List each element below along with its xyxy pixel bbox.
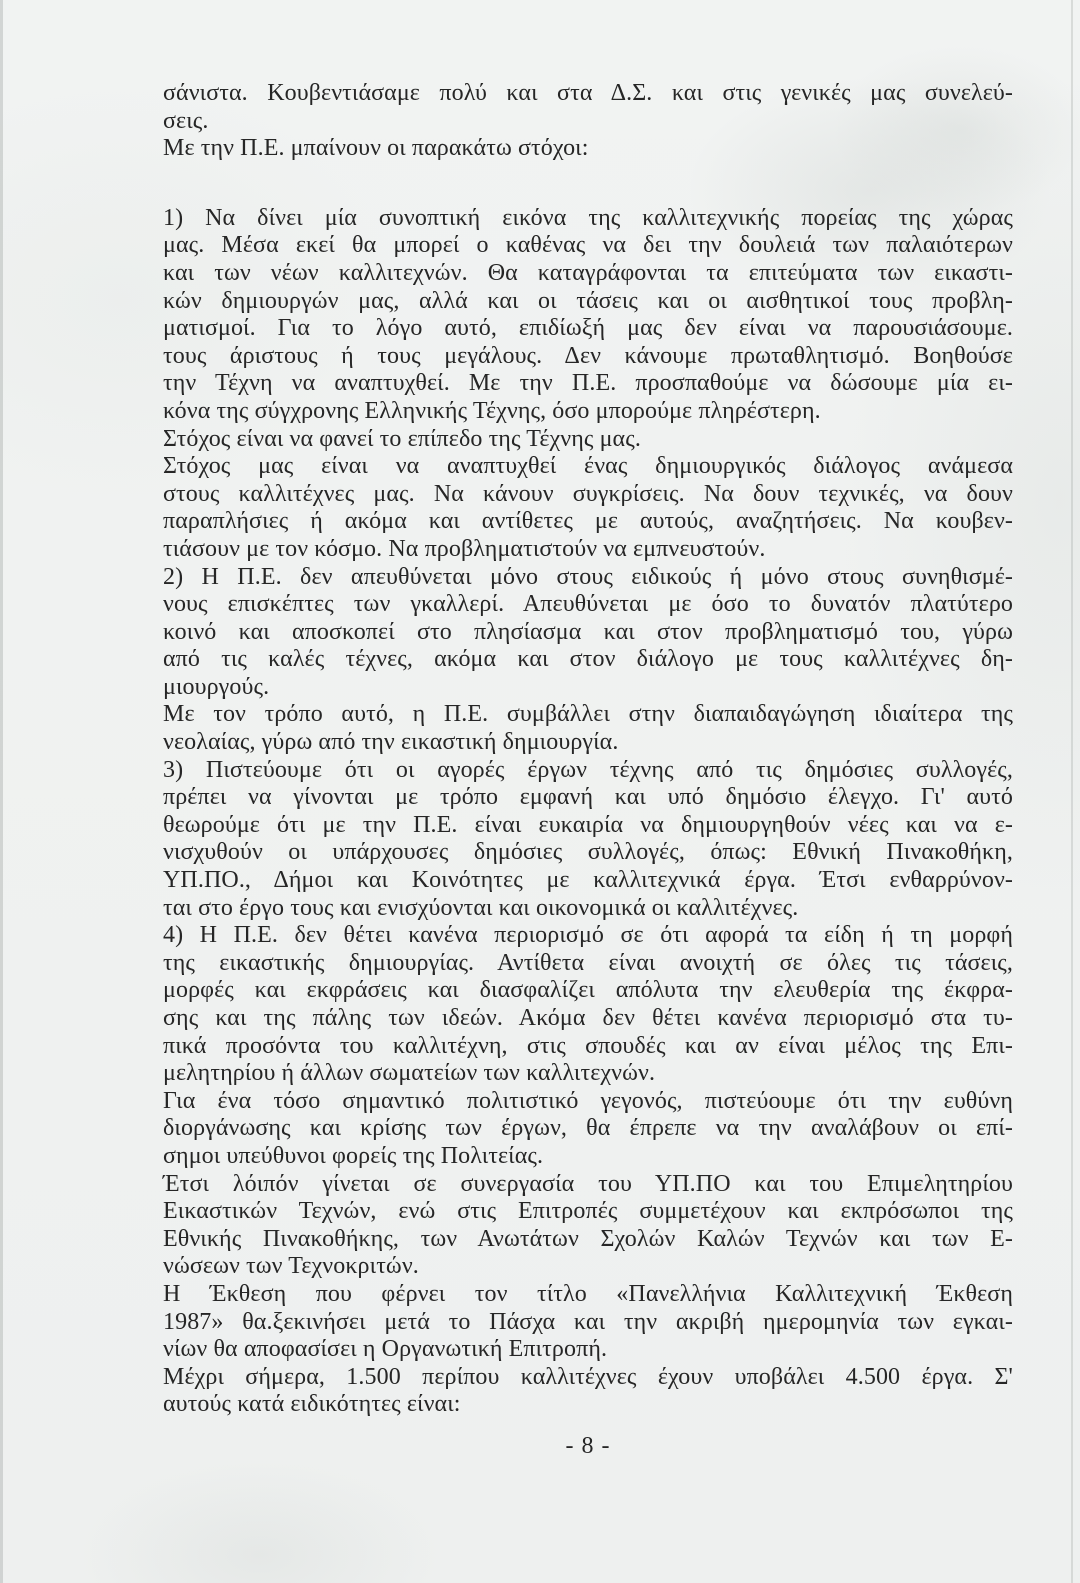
text-line: κοινό και αποσκοπεί στο πλησίασμα και στον προβληματισμό του, γύρω xyxy=(163,618,1013,645)
text-line: νεολαίας, γύρω από την εικαστική δημιουργία. xyxy=(163,729,619,756)
text-line: 4) Η Π.Ε. δεν θέτει κανένα περιορισμό σε ότι αφορά τα είδη ή τη μορφή xyxy=(163,922,1013,949)
text-line: την Τέχνη να αναπτυχθεί. Με την Π.Ε. προσπαθούμε να δώσουμε μία ει- xyxy=(163,370,1013,397)
text-line: νίων θα αποφασίσει η Οργανωτική Επιτροπή. xyxy=(163,1336,608,1363)
text-line: Στόχος είναι να φανεί το επίπεδο της Τέχνης μας. xyxy=(163,425,641,452)
text-line: 1) Να δίνει μία συνοπτική εικόνα της καλλιτεχνικής πορείας της χώρας xyxy=(163,204,1013,231)
text-line: σάνιστα. Κουβεντιάσαμε πολύ και στα Δ.Σ. και στις γενικές μας συνελεύ- xyxy=(163,80,1013,106)
text-line: 3) Πιστεύουμε ότι οι αγορές έργων τέχνης από τις δημόσιες συλλογές, xyxy=(163,756,1013,783)
text-line: ται στο έργο τους και ενισχύονται και οικονομικά οι καλλιτέχνες. xyxy=(163,894,799,921)
text-line: Εθνικής Πινακοθήκης, των Ανωτάτων Σχολών Καλών Τεχνών και των Ε- xyxy=(163,1225,1013,1252)
text-line: κόνα της σύγχρονης Ελληνικής Τέχνης, όσο μπορούμε πληρέστερη. xyxy=(163,397,821,424)
text-line: 2) Η Π.Ε. δεν απευθύνεται μόνο στους ειδικούς ή μόνο στους συνηθισμέ- xyxy=(163,563,1013,590)
text-line: διοργάνωσης και κρίσης των έργων, θα έπρεπε να την αναλάβουν οι επί- xyxy=(163,1115,1013,1142)
text-line: της εικαστικής δημιουργίας. Αντίθετα είναι ανοιχτή σε όλες τις τάσεις, xyxy=(163,949,1013,976)
text-line: μορφές και εκφράσεις και διασφαλίζει απόλυτα την ελευθερία της έκφρα- xyxy=(163,977,1013,1004)
text-line: ματισμοί. Για το λόγο αυτό, επιδίωξή μας δεν είναι να παρουσιάσουμε. xyxy=(163,315,1013,342)
text-line: σης και της πάλης των ιδεών. Ακόμα δεν θέτει κανένα περιορισμό στα τυ- xyxy=(163,1005,1013,1031)
text-line: αυτούς κατά ειδικότητες είναι: xyxy=(163,1391,461,1418)
text-line: Με τον τρόπο αυτό, η Π.Ε. συμβάλλει στην διαπαιδαγώγηση ιδιαίτερα της xyxy=(163,701,1013,728)
blank-gap xyxy=(163,163,1013,205)
text-line: μιουργούς. xyxy=(163,673,270,700)
text-line: θεωρούμε ότι με την Π.Ε. είναι ευκαιρία να δημιουργηθούν νέες και να ε- xyxy=(163,811,1013,838)
text-line: σημοι υπεύθυνοι φορείς της Πολιτείας. xyxy=(163,1142,544,1169)
text-line: πρέπει να γίνονται με τρόπο εμφανή και υπό δημόσιο έλεγχο. Γι' αυτό xyxy=(163,784,1013,811)
text-line: νισχυθούν οι υπάρχουσες δημόσιες συλλογές, όπως: Εθνική Πινακοθήκη, xyxy=(163,839,1013,866)
text-line: Για ένα τόσο σημαντικό πολιτιστικό γεγονός, πιστεύουμε ότι την ευθύνη xyxy=(163,1087,1013,1114)
text-line: τους άριστους ή τους μεγάλους. Δεν κάνουμε πρωταθλητισμό. Βοηθούσε xyxy=(163,342,1013,369)
text-block xyxy=(163,80,1013,1419)
text-line: στους καλλιτέχνες μας. Να κάνουν συγκρίσεις. Να δουν τεχνικές, να δουν xyxy=(163,480,1013,507)
text-line: από τις καλές τέχνες, ακόμα και στον διάλογο με τους καλλιτέχνες δη- xyxy=(163,646,1013,673)
text-line: τιάσουν με τον κόσμο. Να προβληματιστούν να εμπνευστούν. xyxy=(163,535,766,562)
text-line: 1987» θα.ξεκινήσει μετά το Πάσχα και την ακριβή ημερομηνία των εγκαι- xyxy=(163,1308,1013,1335)
text-line: μας. Μέσα εκεί θα μπορεί ο καθένας να δει την δουλειά των παλαιότερων xyxy=(163,232,1013,259)
text-line: μελητηρίου ή άλλων σωματείων των καλλιτεχνών. xyxy=(163,1060,656,1087)
text-line: Μέχρι σήμερα, 1.500 περίπου καλλιτέχνες έχουν υποβάλει 4.500 έργα. Σ' xyxy=(163,1363,1013,1390)
text-line: παραπλήσιες ή ακόμα και αντίθετες με αυτούς, αναζητήσεις. Να κουβεν- xyxy=(163,508,1013,535)
text-line: Με την Π.Ε. μπαίνουν οι παρακάτω στόχοι: xyxy=(163,135,589,162)
text-line: και των νέων καλλιτεχνών. Θα καταγράφονται τα επιτεύματα των εικαστι- xyxy=(163,259,1013,286)
text-line: Στόχος μας είναι να αναπτυχθεί ένας δημιουργικός διάλογος ανάμεσα xyxy=(163,453,1013,480)
text-line: Η Έκθεση που φέρνει τον τίτλο «Πανελλήνια Καλλιτεχνική Έκθεση xyxy=(163,1280,1013,1307)
scan-edge-right xyxy=(1071,0,1073,1583)
text-line: Εικαστικών Τεχνών, ενώ στις Επιτροπές συμμετέχουν και εκπρόσωποι της xyxy=(163,1198,1013,1225)
text-line: Έτσι λόιπόν γίνεται σε συνεργασία του ΥΠ.ΠΟ και του Επιμελητηρίου xyxy=(163,1170,1013,1197)
text-line: νους επισκέπτες των γκαλλερί. Απευθύνεται με όσο το δυνατόν πλατύτερο xyxy=(163,591,1013,618)
text-line: νώσεων των Τεχνοκριτών. xyxy=(163,1253,419,1280)
scan-edge-left xyxy=(0,0,3,1583)
page-number: - 8 - xyxy=(565,1433,611,1459)
text-line: σεις. xyxy=(163,107,209,134)
text-line: πικά προσόντα του καλλιτέχνη, στις σπουδές και αν είναι μέλος της Επι- xyxy=(163,1032,1013,1059)
text-line: κών δημιουργών μας, αλλά και οι τάσεις και οι αισθητικοί τους προβλη- xyxy=(163,287,1013,314)
text-line: ΥΠ.ΠΟ., Δήμοι και Κοινότητες με καλλιτεχνικά έργα. Έτσι ενθαρρύνον- xyxy=(163,867,1013,894)
